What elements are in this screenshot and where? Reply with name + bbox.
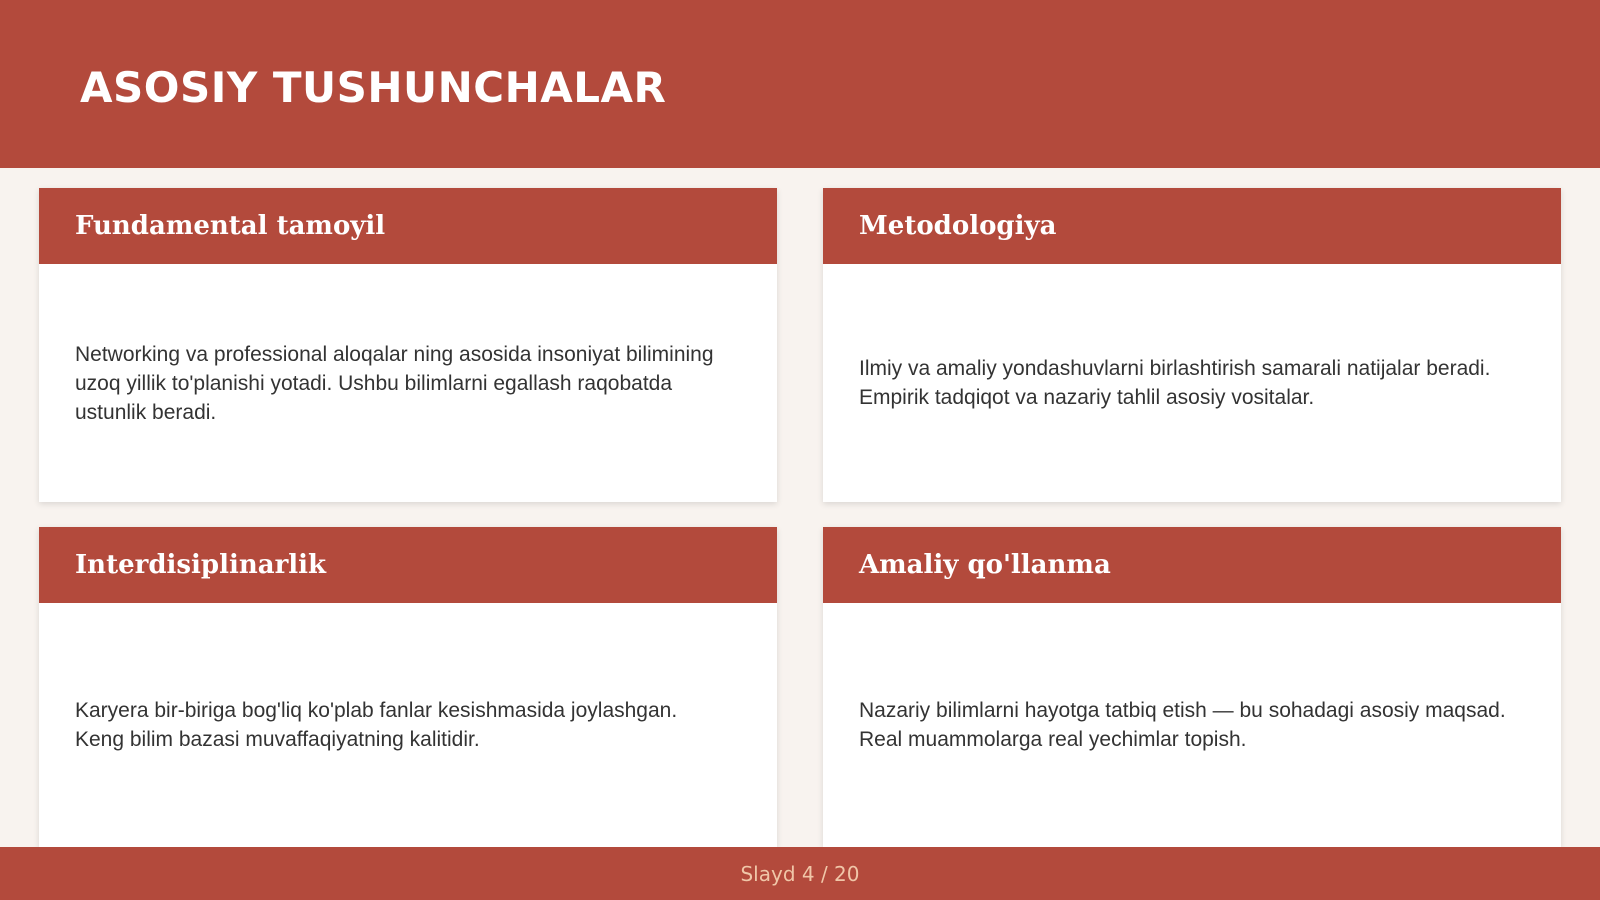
card-title: Amaliy qo'llanma <box>859 550 1111 580</box>
slide-counter: Slayd 4 / 20 <box>740 861 860 886</box>
card-interdisiplinarlik <box>39 527 777 847</box>
card-text: Karyera bir-biriga bog'liq ko'plab fanlar kesishmasida joylashgan. Keng bilim bazasi muvaffaqiyatning kalitidir. <box>75 699 678 751</box>
card-amaliy-qollanma <box>823 527 1561 847</box>
card-body <box>39 264 777 502</box>
page-title: ASOSIY TUSHUNCHALAR <box>80 63 667 112</box>
card-text: Ilmiy va amaliy yondashuvlarni birlashtirish samarali natijalar beradi. Empirik tadqiqot va nazariy tahlil asosiy vositalar. <box>859 357 1491 409</box>
card-fundamental-tamoyil <box>39 188 777 502</box>
card-body <box>39 603 777 847</box>
card-text: Networking va professional aloqalar ning asosida insoniyat bilimining uzoq yillik to'planishi yotadi. Ushbu bilimlarni egallash raqobatda ustunlik beradi. <box>75 342 714 424</box>
card-header <box>39 527 777 603</box>
card-text: Nazariy bilimlarni hayotga tatbiq etish — bu sohadagi asosiy maqsad. Real muammolarga real yechimlar topish. <box>859 699 1506 751</box>
card-header <box>823 188 1561 264</box>
card-body <box>823 264 1561 502</box>
card-title: Interdisiplinarlik <box>75 550 327 580</box>
card-header <box>39 188 777 264</box>
card-metodologiya <box>823 188 1561 502</box>
card-body <box>823 603 1561 847</box>
card-header <box>823 527 1561 603</box>
header-bar <box>0 0 1600 168</box>
footer-bar <box>0 847 1600 900</box>
card-title: Metodologiya <box>859 211 1057 241</box>
card-title: Fundamental tamoyil <box>75 211 386 241</box>
